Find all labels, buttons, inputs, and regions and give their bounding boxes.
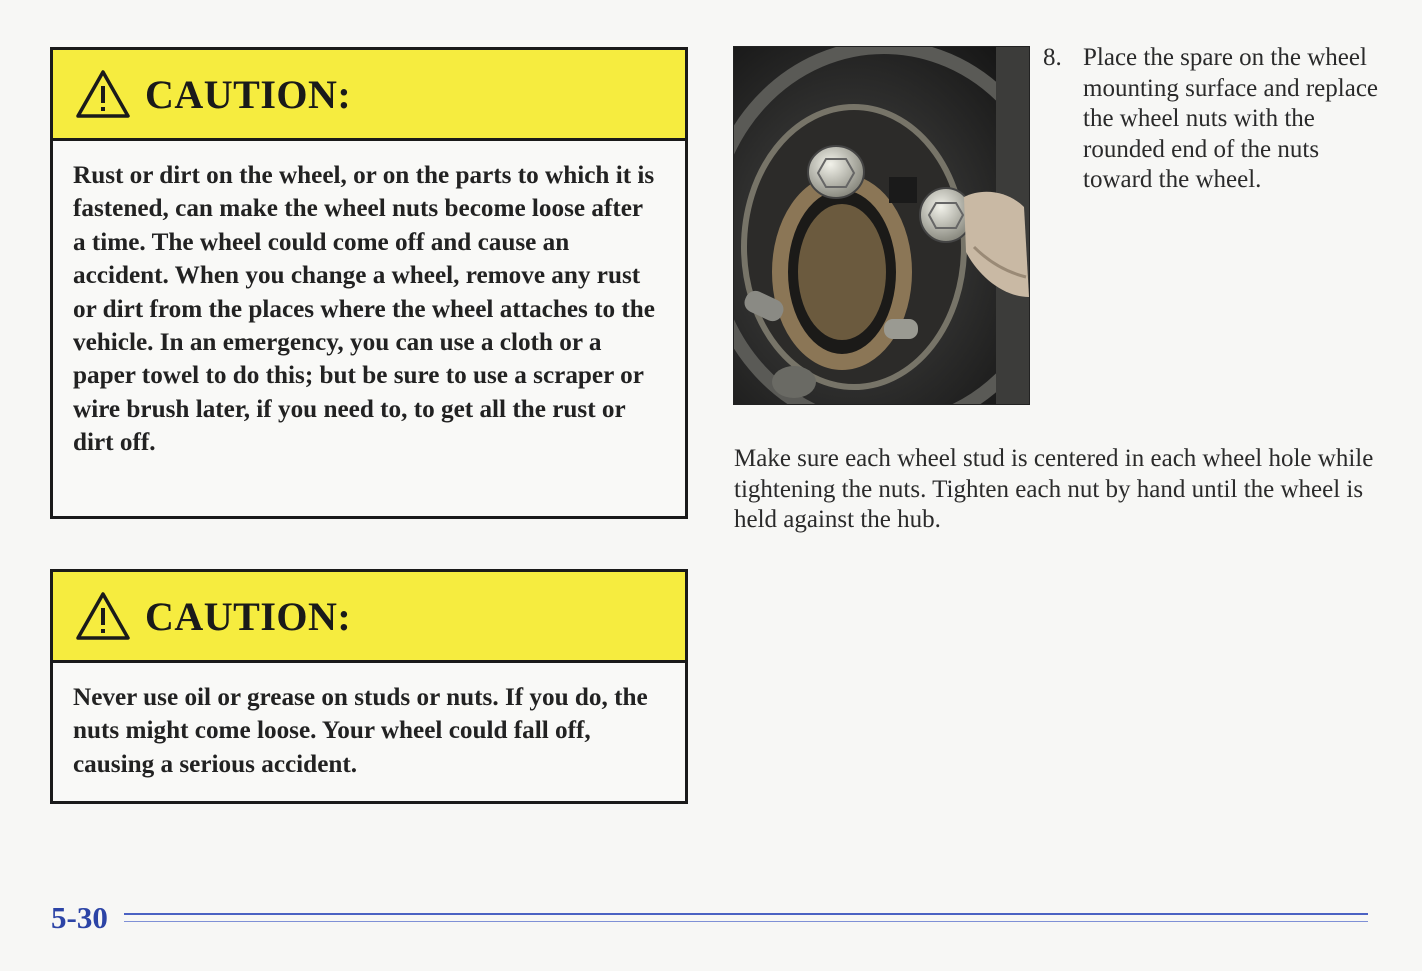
warning-triangle-icon — [75, 591, 131, 641]
caution-header — [53, 572, 685, 663]
warning-triangle-icon — [75, 69, 131, 119]
footer-rule — [124, 913, 1368, 915]
caution-text: Rust or dirt on the wheel, or on the parts to which it is fastened, can make the wheel nuts become loose after a time. The wheel could come off and cause an accident. When you change a wheel, remove any rust or dirt from the places where the wheel attaches to the vehicle. In an emergency, you can use a cloth or a paper towel to do this; but be sure to use a scraper or wire brush later, if you need to, to get all the rust or dirt off. — [73, 162, 655, 457]
caution-box-grease — [50, 569, 688, 804]
caution-title: CAUTION: — [145, 71, 352, 117]
step-text: Place the spare on the wheel mounting surface and replace the wheel nuts with the rounded end of the nuts toward the wheel. — [1083, 44, 1379, 194]
page-number: 5-30 — [51, 900, 108, 935]
instruction-paragraph: Make sure each wheel stud is centered in each wheel hole while tightening the nuts. Tighten each nut by hand until the wheel is held against the hub. — [734, 445, 1374, 533]
step-8 — [1043, 43, 1383, 196]
wheel-hub-photo — [733, 46, 1030, 405]
footer-rule-thin — [124, 921, 1368, 922]
caution-text: Never use oil or grease on studs or nuts. If you do, the nuts might come loose. Your wheel could fall off, causing a serious accident. — [73, 684, 648, 778]
caution-title: CAUTION: — [145, 593, 352, 639]
caution-header — [53, 50, 685, 141]
caution-box-rust — [50, 47, 688, 519]
step-number: 8. — [1043, 44, 1062, 71]
